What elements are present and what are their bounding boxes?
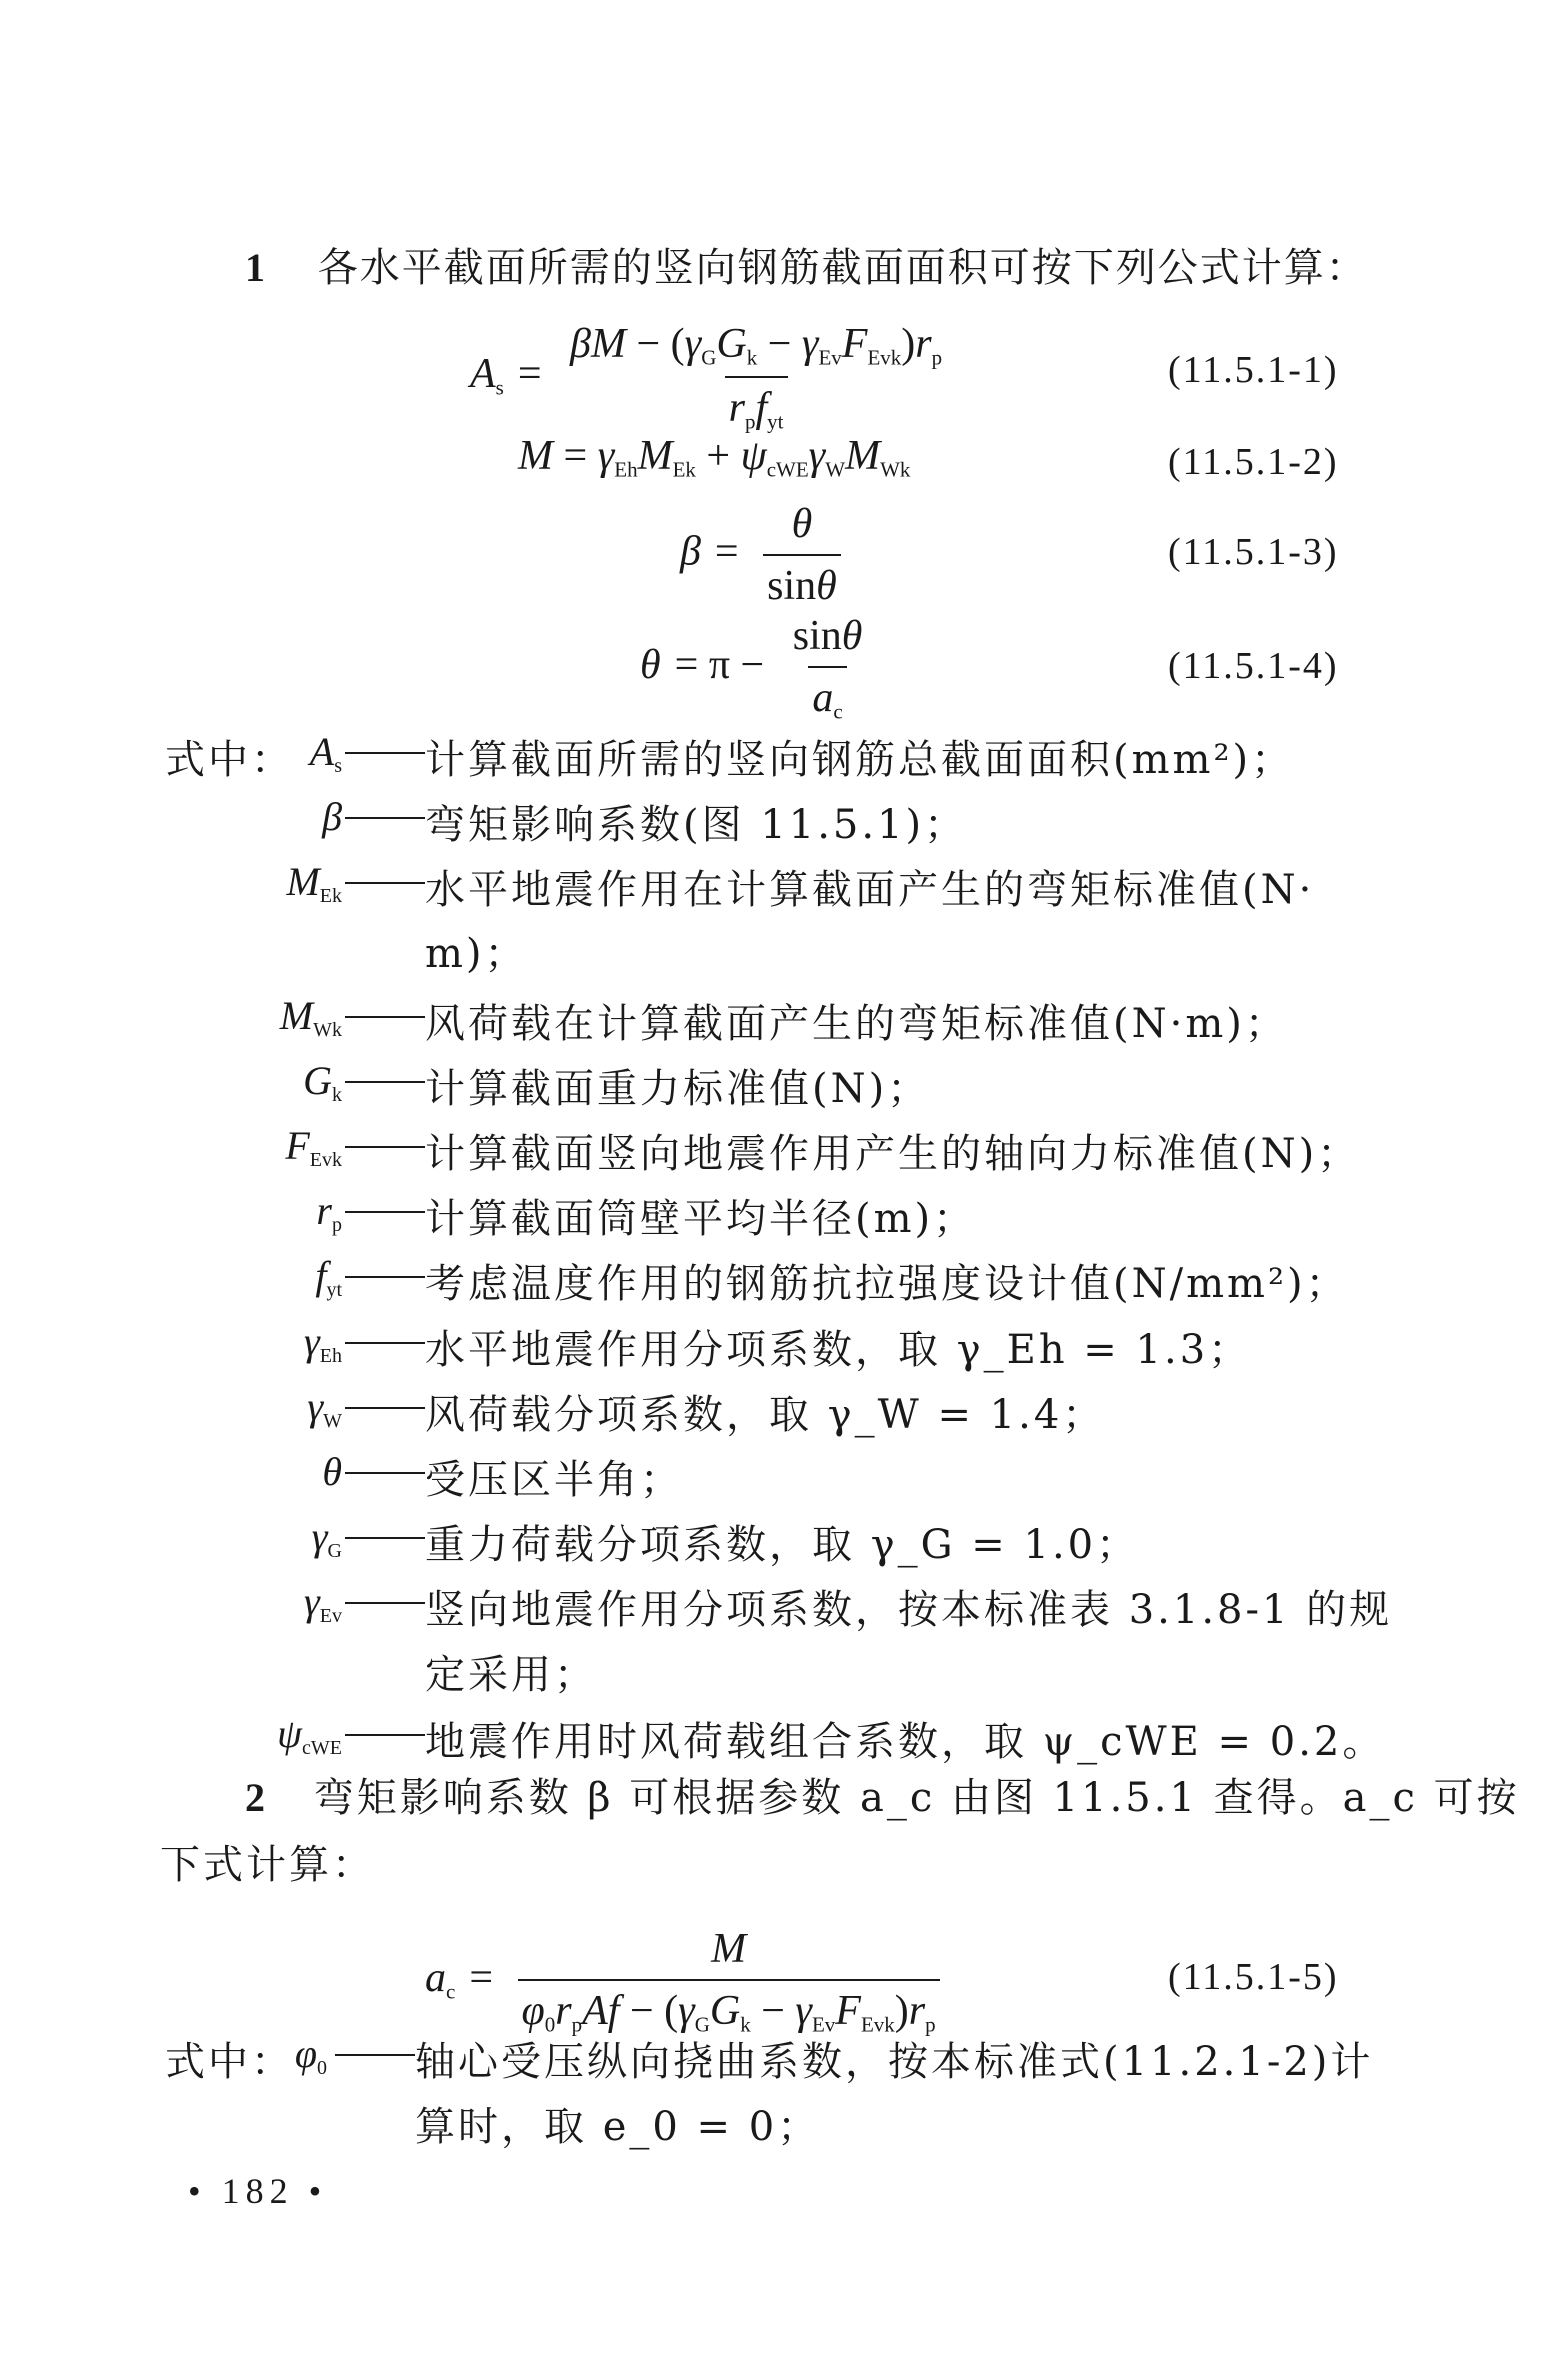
bullet-icon: • [188, 2171, 207, 2211]
symbol: θ [322, 1449, 342, 1494]
definition-text: 风荷载分项系数，取 γ_W = 1.4； [425, 1392, 1106, 1438]
definition-text: 计算截面重力标准值(N)； [425, 1066, 931, 1112]
definition-text: 轴心受压纵向挠曲系数，按本标准式(11.2.1-2)计 [415, 2039, 1374, 2085]
item-number: 1 [245, 245, 267, 290]
dash-divider [345, 752, 425, 754]
definition-row [0, 728, 1542, 788]
dash-divider [345, 817, 425, 819]
item-text: 弯矩影响系数 β 可根据参数 a_c 由图 11.5.1 查得。a_c 可按 [313, 1775, 1520, 1821]
definition-text: 竖向地震作用分项系数，按本标准表 3.1.8-1 的规 [425, 1587, 1393, 1633]
equation-number: (11.5.1-1) [1168, 349, 1339, 391]
page-number [188, 2170, 327, 2212]
definition-row [0, 1383, 1542, 1443]
item-text: 各水平截面所需的竖向钢筋截面面积可按下列公式计算： [317, 245, 1368, 291]
definition-text: 弯矩影响系数(图 11.5.1)； [425, 802, 968, 848]
definition-row [0, 1513, 1542, 1573]
symbol: $\varphi_0$ [294, 2031, 327, 2079]
definition-text: 水平地震作用分项系数，取 γ_Eh = 1.3； [425, 1327, 1252, 1373]
symbol: $\gamma_W$ [307, 1384, 342, 1432]
definition-row [0, 1318, 1542, 1378]
dash-divider [345, 1211, 425, 1213]
equation-number: (11.5.1-3) [1168, 531, 1339, 573]
equation-11-5-1-4: θ = π − $\frac{\sin\theta}{a_c}$ [640, 613, 863, 724]
symbol: $M_{Wk}$ [279, 993, 342, 1041]
equation-number: (11.5.1-4) [1168, 645, 1339, 687]
item-2-paragraph [245, 1775, 1520, 1821]
definition-row [0, 1122, 1542, 1182]
symbol: $\psi_{cWE}$ [277, 1711, 342, 1759]
definition-row [0, 858, 1542, 918]
definition-row [0, 1057, 1542, 1117]
equation-11-5-1-1: $A_s$ = $\frac{\beta M - (\gamma_GG_k - \gamma_{Ev}F_{Evk})r_p}{r_pf_{yt}}$ [470, 321, 943, 434]
definition-text: 风荷载在计算截面产生的弯矩标准值(N·m)； [425, 1001, 1288, 1047]
dash-divider [335, 2054, 415, 2056]
symbol: $\gamma_G$ [311, 1514, 342, 1562]
bullet-icon: • [308, 2171, 328, 2211]
symbol: $\gamma_{Eh}$ [304, 1319, 342, 1367]
symbol: $G_k$ [303, 1058, 342, 1106]
where-prefix: 式中： [165, 737, 294, 783]
dash-divider [345, 1602, 425, 1604]
equation-11-5-1-2: $M = \gamma_{Eh}M_{Ek} + \psi_{cWE}\gamma_WM_{Wk}$ [518, 433, 911, 482]
symbol: $r_p$ [316, 1188, 342, 1236]
symbol: $F_{Evk}$ [285, 1123, 342, 1171]
item-2-continuation: 下式计算： [160, 1842, 375, 1888]
definition-text: 重力荷载分项系数，取 γ_G = 1.0； [425, 1522, 1140, 1568]
definition-continuation: 算时，取 e_0 = 0； [415, 2104, 821, 2150]
dash-divider [345, 882, 425, 884]
definition-text: 计算截面所需的竖向钢筋总截面面积(mm²)； [425, 737, 1295, 783]
definition-row [0, 1187, 1542, 1247]
dash-divider [345, 1537, 425, 1539]
page-number-value: 182 [221, 2171, 294, 2211]
symbol: $f_{yt}$ [315, 1253, 342, 1301]
dash-divider [345, 1016, 425, 1018]
where-prefix: 式中： [165, 2039, 294, 2085]
definition-row [0, 1252, 1542, 1312]
definition-text: 地震作用时风荷载组合系数，取 ψ_cWE = 0.2。 [425, 1719, 1386, 1765]
equation-11-5-1-5: $a_c$ = $\frac{M}{\varphi_0r_pAf - (\gamma_GG_k - \gamma_{Ev}F_{Evk})r_p}$ [425, 1925, 940, 2037]
dash-divider [345, 1146, 425, 1148]
dash-divider [345, 1734, 425, 1736]
dash-divider [345, 1407, 425, 1409]
equation-number: (11.5.1-2) [1168, 441, 1339, 483]
definition-row [0, 1448, 1542, 1508]
definition-text: 水平地震作用在计算截面产生的弯矩标准值(N· [425, 867, 1315, 913]
equation-number: (11.5.1-5) [1168, 1956, 1339, 1998]
dash-divider [345, 1276, 425, 1278]
symbol: $\gamma_{Ev}$ [304, 1579, 342, 1627]
definition-text: 受压区半角； [425, 1457, 683, 1503]
definition-row [0, 992, 1542, 1052]
definition-continuation: 定采用； [425, 1652, 597, 1698]
definition-continuation: m)； [425, 931, 528, 977]
definition-row [0, 2030, 1542, 2090]
equation-11-5-1-3: β = $\frac{\theta}{\sin\theta}$ [680, 500, 841, 610]
dash-divider [345, 1342, 425, 1344]
item-number: 2 [245, 1775, 268, 1820]
definition-text: 计算截面筒壁平均半径(m)； [425, 1196, 977, 1242]
symbol: $A_s$ [309, 729, 342, 777]
symbol: β [322, 794, 342, 839]
definition-row [0, 1578, 1542, 1638]
definition-row [0, 793, 1542, 853]
dash-divider [345, 1081, 425, 1083]
definition-row [0, 1710, 1542, 1770]
definition-text: 计算截面竖向地震作用产生的轴向力标准值(N)； [425, 1131, 1361, 1177]
dash-divider [345, 1472, 425, 1474]
definition-text: 考虑温度作用的钢筋抗拉强度设计值(N/mm²)； [425, 1261, 1349, 1307]
item-1-paragraph [245, 245, 1368, 291]
symbol: $M_{Ek}$ [286, 859, 342, 907]
